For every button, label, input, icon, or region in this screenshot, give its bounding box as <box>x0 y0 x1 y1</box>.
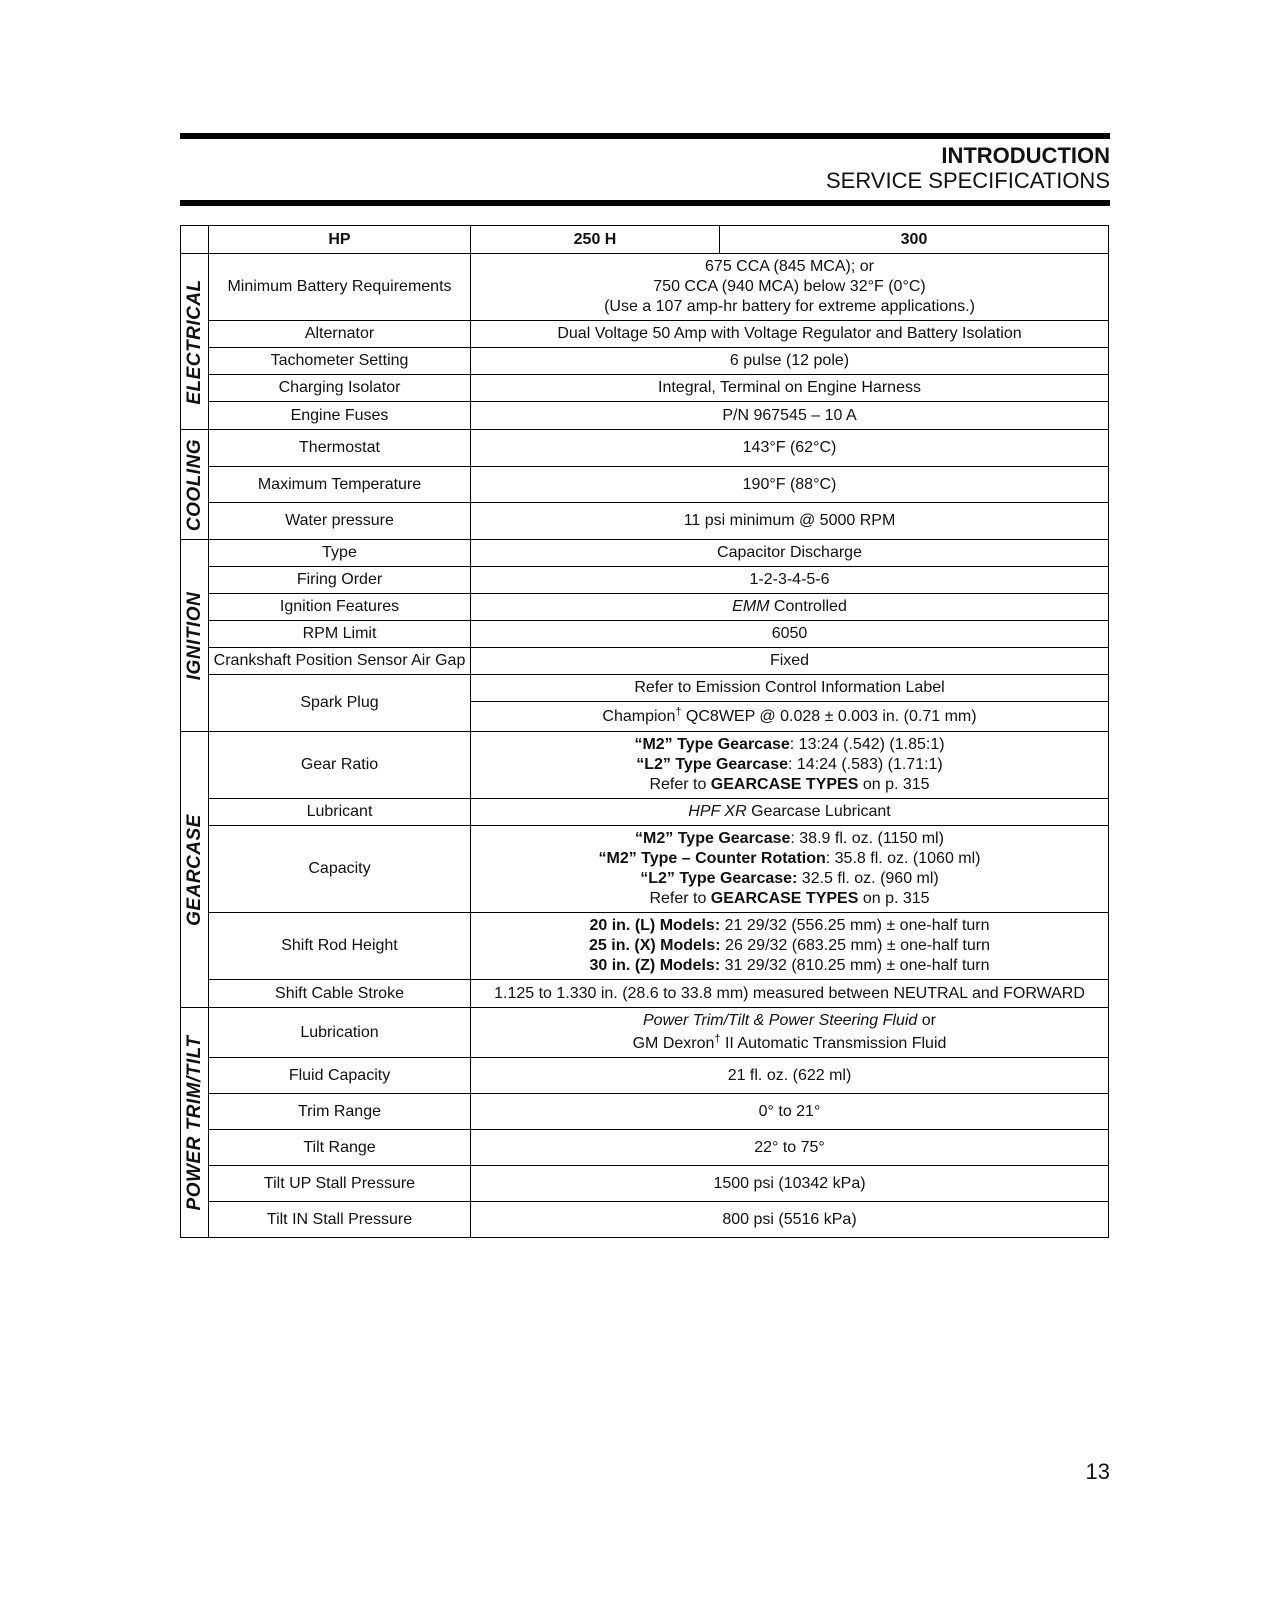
table-row <box>181 826 1109 913</box>
fuses-value: P/N 967545 – 10 A <box>471 402 1109 430</box>
table-row <box>181 1130 1109 1166</box>
section-heading: INTRODUCTION <box>941 143 1110 168</box>
type-value: Capacitor Discharge <box>471 540 1109 567</box>
alternator-label: Alternator <box>209 321 471 348</box>
page-subtitle: SERVICE SPECIFICATIONS <box>825 168 1110 193</box>
table-header-row <box>181 226 1109 254</box>
trim-range-value: 0° to 21° <box>471 1094 1109 1130</box>
capacity-value: “M2” Type Gearcase: 38.9 fl. oz. (1150 ml) “M2” Type – Counter Rotation: 35.8 fl. oz. (1060 ml) “L2” Type Gearcase: 32.5 fl. oz. (960 ml) Refer to GEARCASE TYPES on p. 315 <box>471 826 1109 913</box>
table-row <box>181 732 1109 799</box>
table-row <box>181 621 1109 648</box>
firing-label: Firing Order <box>209 567 471 594</box>
tilt-in-label: Tilt IN Stall Pressure <box>209 1202 471 1238</box>
table-row <box>181 648 1109 675</box>
rpm-label: RPM Limit <box>209 621 471 648</box>
stroke-label: Shift Cable Stroke <box>209 980 471 1008</box>
features-value: EMM Controlled <box>471 594 1109 621</box>
lubrication-value: Power Trim/Tilt & Power Steering Fluid or GM Dexron† II Automatic Transmission Fluid <box>471 1008 1109 1058</box>
fuses-label: Engine Fuses <box>209 402 471 430</box>
tilt-range-value: 22° to 75° <box>471 1130 1109 1166</box>
table-row <box>181 675 1109 702</box>
lubrication-label: Lubrication <box>209 1008 471 1058</box>
section-power-trim-tilt: POWER TRIM/TILT <box>181 1008 209 1238</box>
section-electrical: ELECTRICAL <box>181 254 209 430</box>
table-row <box>181 1058 1109 1094</box>
tilt-in-value: 800 psi (5516 kPa) <box>471 1202 1109 1238</box>
isolator-label: Charging Isolator <box>209 375 471 402</box>
table-row <box>181 348 1109 375</box>
thermostat-value: 143°F (62°C) <box>471 430 1109 467</box>
top-rule <box>180 133 1110 139</box>
features-label: Ignition Features <box>209 594 471 621</box>
spark-value-emission: Refer to Emission Control Information Label <box>471 675 1109 702</box>
alternator-value: Dual Voltage 50 Amp with Voltage Regulator and Battery Isolation <box>471 321 1109 348</box>
table-row <box>181 913 1109 980</box>
spark-label: Spark Plug <box>209 675 471 732</box>
crank-label: Crankshaft Position Sensor Air Gap <box>209 648 471 675</box>
table-row <box>181 430 1109 467</box>
spark-value-champion: Champion† QC8WEP @ 0.028 ± 0.003 in. (0.71 mm) <box>471 702 1109 732</box>
tach-label: Tachometer Setting <box>209 348 471 375</box>
header-bottom-rule <box>180 200 1110 206</box>
trim-range-label: Trim Range <box>209 1094 471 1130</box>
tilt-range-label: Tilt Range <box>209 1130 471 1166</box>
table-row <box>181 594 1109 621</box>
fluid-capacity-value: 21 fl. oz. (622 ml) <box>471 1058 1109 1094</box>
ratio-label: Gear Ratio <box>209 732 471 799</box>
firing-value: 1-2-3-4-5-6 <box>471 567 1109 594</box>
fluid-capacity-label: Fluid Capacity <box>209 1058 471 1094</box>
header-300: 300 <box>720 226 1109 254</box>
table-row <box>181 254 1109 321</box>
dagger-mark: † <box>714 1033 721 1045</box>
table-row <box>181 467 1109 503</box>
table-row <box>181 321 1109 348</box>
tilt-up-label: Tilt UP Stall Pressure <box>209 1166 471 1202</box>
service-specifications-table <box>180 225 1109 1238</box>
table-row <box>181 540 1109 567</box>
battery-value: 675 CCA (845 MCA); or 750 CCA (940 MCA) below 32°F (0°C) (Use a 107 amp-hr battery for extreme applications.) <box>471 254 1109 321</box>
table-row <box>181 1094 1109 1130</box>
stroke-value: 1.125 to 1.330 in. (28.6 to 33.8 mm) measured between NEUTRAL and FORWARD <box>471 980 1109 1008</box>
table-row <box>181 567 1109 594</box>
type-label: Type <box>209 540 471 567</box>
rpm-value: 6050 <box>471 621 1109 648</box>
header-250h: 250 H <box>471 226 720 254</box>
header-blank-cell <box>181 226 209 254</box>
water-value: 11 psi minimum @ 5000 RPM <box>471 503 1109 540</box>
table-row <box>181 375 1109 402</box>
maxtemp-value: 190°F (88°C) <box>471 467 1109 503</box>
thermostat-label: Thermostat <box>209 430 471 467</box>
section-gearcase: GEARCASE <box>181 732 209 1008</box>
shift-rod-label: Shift Rod Height <box>209 913 471 980</box>
isolator-value: Integral, Terminal on Engine Harness <box>471 375 1109 402</box>
table-row <box>181 799 1109 826</box>
tach-value: 6 pulse (12 pole) <box>471 348 1109 375</box>
battery-label: Minimum Battery Requirements <box>209 254 471 321</box>
tilt-up-value: 1500 psi (10342 kPa) <box>471 1166 1109 1202</box>
table-row <box>181 1166 1109 1202</box>
section-ignition: IGNITION <box>181 540 209 732</box>
table-row <box>181 980 1109 1008</box>
table-row <box>181 1008 1109 1058</box>
shift-rod-value: 20 in. (L) Models: 21 29/32 (556.25 mm) ± one-half turn 25 in. (X) Models: 26 29/32 (683.25 mm) ± one-half turn 30 in. (Z) Models: 31 29/32 (810.25 mm) ± one-half turn <box>471 913 1109 980</box>
dagger-mark: † <box>675 705 682 718</box>
table-row <box>181 402 1109 430</box>
crank-value: Fixed <box>471 648 1109 675</box>
lube-value: HPF XR Gearcase Lubricant <box>471 799 1109 826</box>
page-number: 13 <box>1085 1459 1110 1484</box>
ratio-value: “M2” Type Gearcase: 13:24 (.542) (1.85:1) “L2” Type Gearcase: 14:24 (.583) (1.71:1) Refer to GEARCASE TYPES on p. 315 <box>471 732 1109 799</box>
lube-label: Lubricant <box>209 799 471 826</box>
table-row <box>181 503 1109 540</box>
section-cooling: COOLING <box>181 430 209 540</box>
header-hp: HP <box>209 226 471 254</box>
capacity-label: Capacity <box>209 826 471 913</box>
maxtemp-label: Maximum Temperature <box>209 467 471 503</box>
water-label: Water pressure <box>209 503 471 540</box>
table-row <box>181 1202 1109 1238</box>
